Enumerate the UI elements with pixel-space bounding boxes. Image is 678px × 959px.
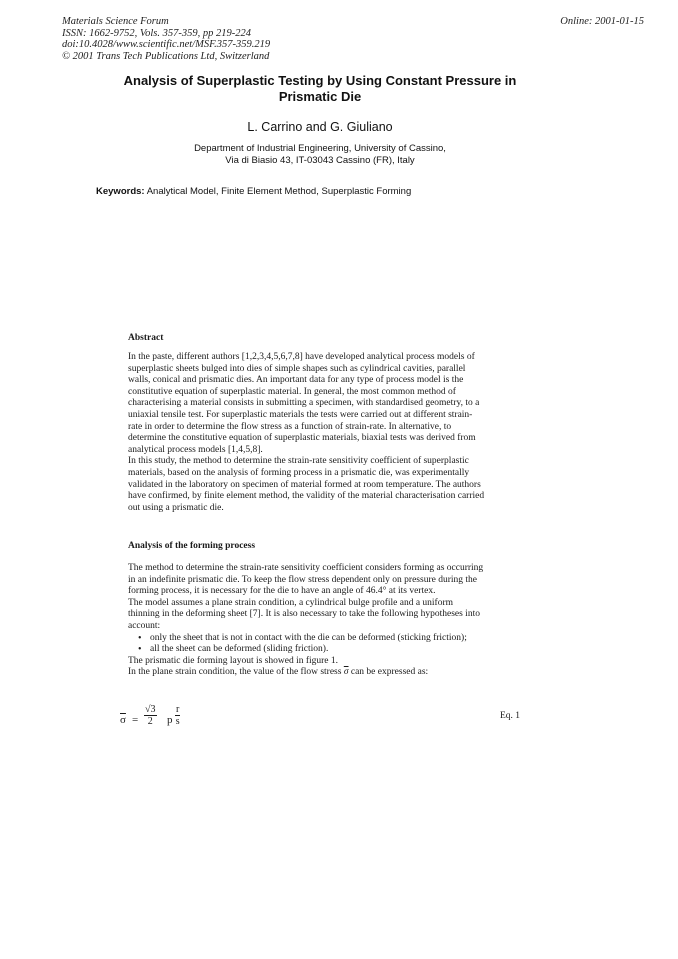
abstract-line: In this study, the method to determine the strain-rate sensitivity coefficient of superplastic <box>128 456 469 467</box>
analysis-body <box>128 563 523 679</box>
abstract-line: analytical process models [1,4,5,8]. <box>128 444 263 455</box>
title-line-2: Prismatic Die <box>278 89 362 104</box>
equation-label: Eq. 1 <box>499 711 520 721</box>
equation-pressure: p <box>167 714 173 726</box>
flow-stress-line <box>128 667 523 679</box>
analysis-line: The model assumes a plane strain condition, a cylindrical bulge profile and a uniform <box>128 597 454 608</box>
hypothesis-item: • all the sheet can be deformed (sliding friction). <box>150 644 523 656</box>
issn-line: ISSN: 1662-9752, Vols. 357-359, pp 219-224 <box>62 27 251 39</box>
affiliation-line-2: Via di Biasio 43, IT-03043 Cassino (FR), Italy <box>225 155 415 166</box>
flow-stress-symbol: $\overline{\sigma}$ <box>343 667 349 678</box>
fraction-denominator: 2 <box>147 716 153 727</box>
hypotheses-list <box>128 633 523 656</box>
online-date: Online: 2001-01-15 <box>560 16 644 27</box>
affiliation-line-1: Department of Industrial Engineering, University of Cassino, <box>194 143 446 154</box>
analysis-line: The method to determine the strain-rate sensitivity coefficient considers forming as occurring <box>128 563 484 573</box>
abstract-line: validated in the laboratory on specimen of material formed at room temperature. The authors <box>128 479 481 490</box>
abstract-line: have confirmed, by finite element method, the validity of the material characterisation carried <box>128 491 485 502</box>
equation-lhs: $\overline{\sigma}$ <box>120 714 126 726</box>
abstract-body <box>128 352 523 514</box>
abstract-line: determine the constitutive equation of superplastic materials, biaxial tests was derived from <box>128 433 476 444</box>
doi-line: doi:10.4028/www.scientific.net/MSF.357-359.219 <box>62 39 271 50</box>
abstract-line: characterising a material consists in submitting a specimen, with standardised geometry, to a <box>128 398 480 409</box>
journal-name: Materials Science Forum <box>62 16 169 27</box>
hypothesis-item: • only the sheet that is not in contact with the die can be deformed (sticking friction); <box>150 633 523 645</box>
equation-equals: = <box>132 714 139 726</box>
abstract-heading: Abstract <box>128 333 164 343</box>
analysis-line: thinning in the deforming sheet [7]. It is also necessary to take the following hypotheses into <box>128 609 480 620</box>
abstract-line: In the paste, different authors [1,2,3,4,5,6,7,8] have developed analytical process models of <box>128 352 475 362</box>
section-heading: Analysis of the forming process <box>128 541 256 551</box>
abstract-line: rate in order to determine the flow stress as a function of strain-rate. In alternative, to <box>128 421 452 432</box>
abstract-line: constitutive equation of superplastic material. In general, the most common method of <box>128 386 456 397</box>
analysis-line: account: <box>128 620 161 631</box>
analysis-line: forming process, it is necessary for the die to have an angle of 46.4° at its vertex. <box>128 586 436 597</box>
authors: L. Carrino and G. Giuliano <box>247 120 393 134</box>
abstract-line: out using a prismatic die. <box>128 502 224 513</box>
keywords <box>96 186 411 197</box>
fraction-denominator: s <box>175 716 180 727</box>
flow-stress-suffix: can be expressed as: <box>348 667 429 678</box>
analysis-line: The prismatic die forming layout is showed in figure 1. <box>128 655 339 666</box>
equation-1 <box>120 703 520 743</box>
equation-fraction-2 <box>175 704 180 727</box>
fraction-numerator: √3 <box>145 704 156 715</box>
affiliation <box>100 143 540 167</box>
analysis-line: in an indefinite prismatic die. To keep the flow stress dependent only on pressure during the <box>128 574 477 585</box>
flow-stress-prefix: In the plane strain condition, the value of the flow stress <box>128 667 344 678</box>
abstract-line: superplastic sheets bulged into dies of simple shapes such as cylindrical cavities, parallel <box>128 363 466 374</box>
publication-info <box>62 16 270 62</box>
abstract-line: uniaxial tensile test. For superplastic materials the tests were carried out at different strain- <box>128 409 473 420</box>
keywords-text: Analytical Model, Finite Element Method, Superplastic Forming <box>146 186 412 197</box>
abstract-line: walls, conical and prismatic dies. An important data for any type of process model is the <box>128 375 464 386</box>
copyright-line: © 2001 Trans Tech Publications Ltd, Switzerland <box>62 50 270 62</box>
title-line-1: Analysis of Superplastic Testing by Using Constant Pressure in <box>123 73 517 88</box>
fraction-numerator: r <box>176 704 180 715</box>
equation-fraction-1 <box>144 704 157 727</box>
abstract-line: materials, based on the analysis of forming process in a prismatic die, was experimentally <box>128 467 470 478</box>
paper-title <box>100 73 540 105</box>
keywords-label: Keywords: <box>96 186 145 197</box>
